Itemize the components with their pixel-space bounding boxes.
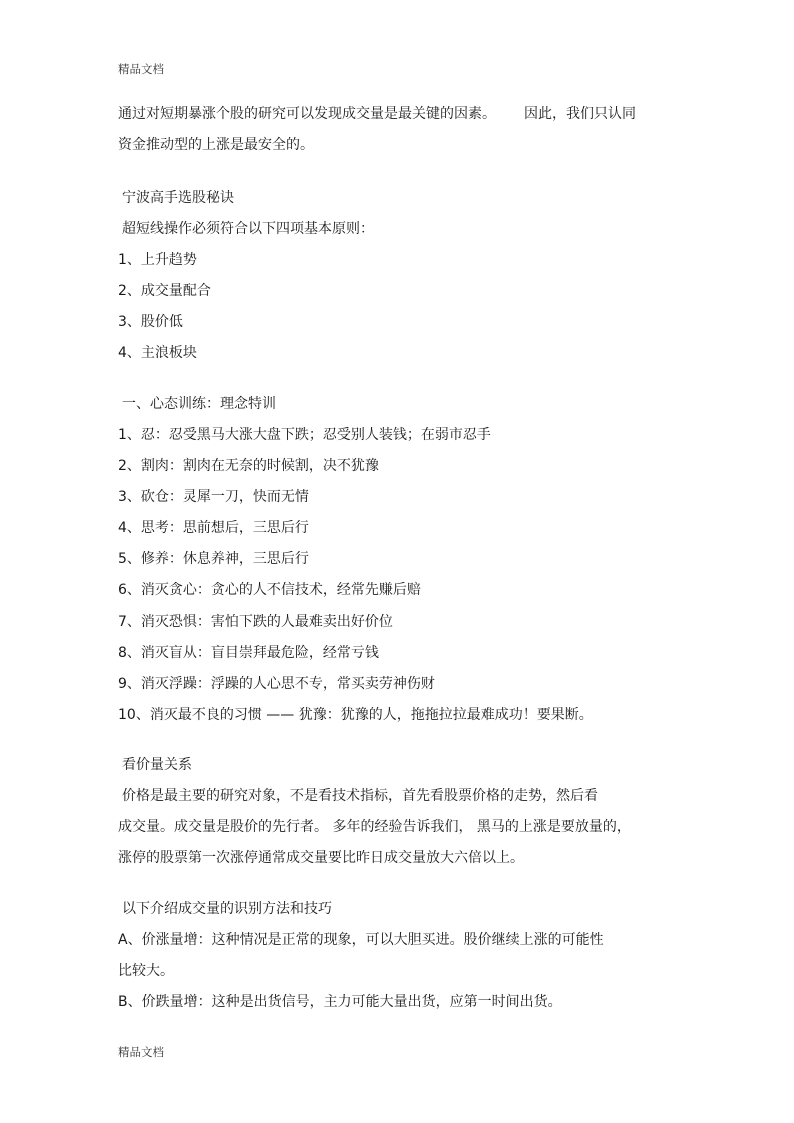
page-footer: 精品文档 (118, 1045, 164, 1059)
list-item: 3、股价低 (118, 314, 183, 330)
list-item: 7、消灭恐惧：害怕下跌的人最难卖出好价位 (118, 614, 393, 630)
list-item-continuation: 比较大。 (118, 963, 174, 979)
section-title: 宁波高手选股秘诀 (122, 190, 234, 206)
paragraph-line: 成交量。成交量是股价的先行者。 多年的经验告诉我们， 黑马的上涨是要放量的， (118, 819, 631, 835)
list-item: 6、消灭贪心：贪心的人不信技术，经常先赚后赔 (118, 582, 421, 598)
list-item: 3、砍仓：灵犀一刀，快而无情 (118, 489, 309, 505)
intro-line-1b: 因此，我们只认同 (524, 106, 636, 122)
list-item: 10、消灭最不良的习惯 —— 犹豫：犹豫的人，拖拖拉拉最难成功！要果断。 (118, 707, 593, 723)
paragraph-line: 涨停的股票第一次涨停通常成交量要比昨日成交量放大六倍以上。 (118, 850, 524, 866)
list-item: 2、成交量配合 (118, 283, 211, 299)
list-item: A、价涨量增：这种情况是正常的现象，可以大胆买进。股价继续上涨的可能性 (118, 932, 604, 948)
intro-line-1 (118, 105, 636, 123)
list-item: 9、消灭浮躁：浮躁的人心思不专，常买卖劳神伤财 (118, 676, 435, 692)
list-item: 5、修养：休息养神，三思后行 (118, 551, 309, 567)
section-title: 一、心态训练：理念特训 (122, 396, 276, 412)
list-item: 1、忍：忍受黑马大涨大盘下跌；忍受别人装钱；在弱市忍手 (118, 427, 491, 443)
paragraph-line: 价格是最主要的研究对象，不是看技术指标，首先看股票价格的走势，然后看 (122, 788, 598, 804)
list-item: 4、主浪板块 (118, 345, 197, 361)
intro-line-2: 资金推动型的上涨是最安全的。 (118, 137, 314, 153)
section-title: 看价量关系 (122, 757, 192, 773)
section-subtitle: 超短线操作必须符合以下四项基本原则： (122, 221, 374, 237)
list-item: 8、消灭盲从：盲目崇拜最危险，经常亏钱 (118, 645, 379, 661)
section-title: 以下介绍成交量的识别方法和技巧 (122, 901, 332, 917)
page-header: 精品文档 (118, 62, 164, 76)
list-item: 4、思考：思前想后，三思后行 (118, 520, 309, 536)
intro-line-1a: 通过对短期暴涨个股的研究可以发现成交量是最关键的因素。 (118, 106, 496, 122)
list-item: 2、割肉：割肉在无奈的时候割，决不犹豫 (118, 458, 379, 474)
list-item: B、价跌量增：这种是出货信号，主力可能大量出货，应第一时间出货。 (118, 994, 562, 1010)
list-item: 1、上升趋势 (118, 252, 197, 268)
